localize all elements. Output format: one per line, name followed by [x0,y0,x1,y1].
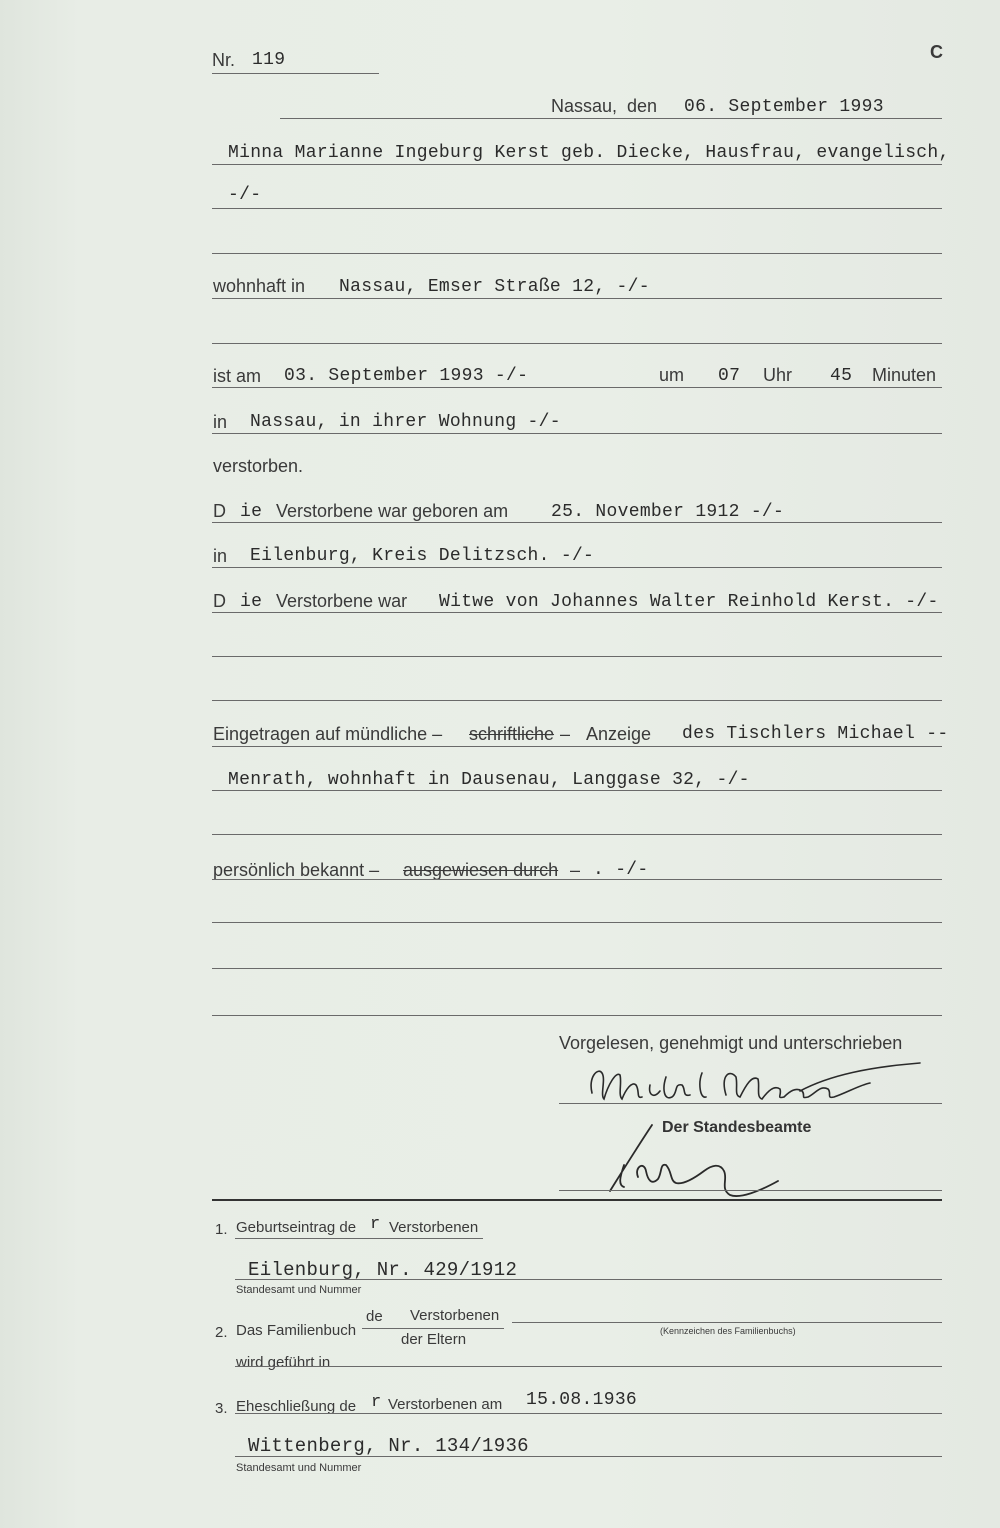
line-rule [212,343,942,344]
line-rule [212,922,942,923]
anzeige-label: Anzeige [586,724,652,744]
section2-number: 2. [215,1324,228,1341]
uhr-label: Uhr [763,365,793,385]
standesbeamte-label: Der Standesbeamte [662,1119,812,1136]
standesamt-caption: Standesamt und Nummer [236,1284,362,1296]
vorgelesen-text: Vorgelesen, genehmigt und unterschrieben [559,1033,903,1053]
bekannt-struck: ausgewiesen durch [403,860,559,880]
birth-date: 25. November 1912 -/- [551,502,785,522]
line-rule [212,567,942,568]
bekannt-dash: – [570,860,581,880]
section1-number: 1. [215,1221,228,1238]
line-rule [212,968,942,969]
section2-verstorbenen: Verstorbenen [410,1307,500,1324]
marital-status: Witwe von Johannes Walter Reinhold Kerst. -/- [439,592,939,612]
birthplace-label: in [213,546,228,566]
line-rule [212,298,942,299]
line-rule [212,253,942,254]
marriage-date: 15.08.1936 [526,1390,638,1410]
nr-value: 119 [252,50,286,70]
standesamt-caption-2: Standesamt und Nummer [236,1462,362,1474]
line-rule [559,1190,942,1191]
geboren-label: Verstorbene war geboren am [276,501,509,521]
line-rule [212,387,942,388]
line-rule [212,790,942,791]
line-rule [235,1238,483,1239]
birth-place: Eilenburg, Kreis Delitzsch. -/- [250,546,595,566]
section2-eltern: der Eltern [401,1331,467,1348]
bekannt-value: . -/- [593,860,649,880]
corner-letter: C [930,42,943,62]
line-rule [212,656,942,657]
registrar-signature [600,1115,800,1205]
istam-label: ist am [213,366,262,386]
minuten-label: Minuten [872,365,937,385]
line-rule [235,1366,942,1367]
section3-r: r [371,1393,382,1412]
line-rule [212,164,942,165]
line-rule [362,1328,504,1329]
bekannt-label: persönlich bekannt – [213,860,380,880]
line-rule [235,1456,942,1457]
line-rule [512,1322,942,1323]
section3-number: 3. [215,1400,228,1417]
place-label: Nassau, [551,96,618,116]
geboren-ie: ie [240,502,263,522]
eingetragen-dash: – [560,724,571,744]
line-rule [212,700,942,701]
kennzeichen-caption: (Kennzeichen des Familienbuchs) [660,1326,796,1336]
eingetragen-label: Eingetragen auf mündliche – [213,724,443,744]
line-rule [212,879,942,880]
deceased-continuation: -/- [228,185,262,205]
in-label: in [213,412,228,432]
section3-label-b: Verstorbenen am [388,1396,503,1413]
line-rule [212,1015,942,1016]
birth-register-entry: Eilenburg, Nr. 429/1912 [248,1259,518,1281]
section1-r: r [370,1215,381,1234]
um-label: um [659,365,685,385]
war-ie: ie [240,592,263,612]
deceased-name: Minna Marianne Ingeburg Kerst geb. Diecke, Hausfrau, evangelisch, [228,143,950,163]
death-date: 03. September 1993 -/- [284,366,529,386]
den-label: den [627,96,658,116]
nr-underline [212,73,379,74]
line-rule [212,834,942,835]
line-rule [235,1279,942,1280]
nr-label: Nr. [212,50,236,70]
war-label: Verstorbene war [276,591,408,611]
line-rule [212,522,942,523]
wohnhaft-value: Nassau, Emser Straße 12, -/- [339,277,650,297]
section1-label-b: Verstorbenen [389,1219,479,1236]
marriage-register-entry: Wittenberg, Nr. 134/1936 [248,1435,529,1457]
informant-line1: des Tischlers Michael -- [682,724,949,744]
date-value: 06. September 1993 [684,97,884,117]
date-underline [280,118,942,119]
section2-de: de [366,1308,383,1325]
informant-line2: Menrath, wohnhaft in Dausenau, Langgase 32, -/- [228,770,750,790]
section3-label: Eheschließung de [236,1398,357,1415]
verstorben-label: verstorben. [213,456,304,476]
section1-label: Geburtseintrag de [236,1219,357,1236]
line-rule [559,1103,942,1104]
geboren-d: D [213,501,226,521]
informant-signature [570,1055,940,1110]
war-d: D [213,591,226,611]
line-rule [212,612,942,613]
line-rule [212,746,942,747]
wohnhaft-label: wohnhaft in [213,276,306,296]
death-place: Nassau, in ihrer Wohnung -/- [250,412,561,432]
eingetragen-struck: schriftliche [469,724,555,744]
gefuehrt-label: wird geführt in [236,1354,331,1371]
line-rule [235,1413,942,1414]
section2-label: Das Familienbuch [236,1322,357,1339]
line-rule [212,433,942,434]
line-rule [212,208,942,209]
hour-value: 07 [718,366,741,386]
section-divider [212,1199,942,1201]
minute-value: 45 [830,366,853,386]
